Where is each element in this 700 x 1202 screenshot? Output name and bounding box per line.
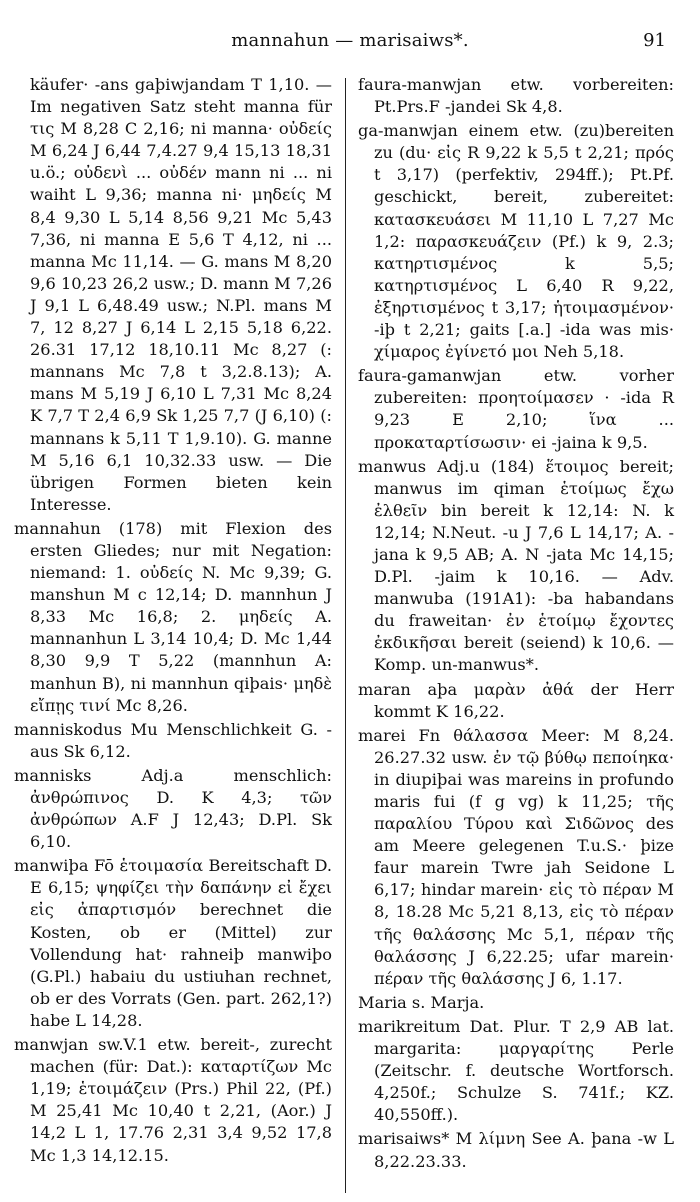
entry-maria: Maria s. Marja. <box>358 992 485 1012</box>
entry-mannahun: mannahun (178) mit Flexion des ersten Gliedes; nur mit Negation: niemand: 1. οὐδείς N. Mc 9,39; G. manshun M c 12,14; D. mannhun J 8,33 Mc 16,8; 2. μηδείς A. mannanhun L 3,14 10,4; D. Mc 1,44 8,30 9,9 T 5,22 (mannhun A: manhun B), ni mannhun qiþais· μηδὲ εἴπῃς τινί Mc 8,26. <box>14 518 332 715</box>
right-column <box>358 74 674 1175</box>
entry-marikreitum: marikreitum Dat. Plur. T 2,9 AB lat. margarita: μαργαρίτης Perle (Zeitschr. f. deutsche Wortforsch. 4,250f.; Schulze S. 741f.; KZ. 40,550ff.). <box>358 1016 674 1125</box>
entry-faura-manwjan: faura-manwjan etw. vorbereiten: Pt.Prs.F -jandei Sk 4,8. <box>358 75 674 117</box>
entry-faura-gamanwjan: faura-gamanwjan etw. vorher zubereiten: προητοίμασεν · -ida R 9,23 E 2,10; ἵνα ... προκαταρτίσωσιν· ei -jaina k 9,5. <box>358 366 674 452</box>
entry-manwiþa: manwiþa Fō ἑτοιμασία Bereitschaft D. E 6,15; ψηφίζει τὴν δαπάνην εἰ ἔχει εἰς ἀπαρτισμόν berechnet die Kosten, ob er (Mittel) zur Vollendung hat· rahneiþ manwiþo (G.Pl.) habaiu du ustiuhan rechnet, ob er des Vorrats (Gen. part. 262,1?) habe L 14,28. <box>14 856 332 1030</box>
entry-marei: marei Fn θάλασσα Meer: M 8,24. 26.27.32 usw. ἐν τῷ βύθῳ πεποίηκα· in diupiþai was mareins in profundo maris fui (f g vg) k 11,25; τῆς παραλίου Τύρου καὶ Σιδῶνος des am Meere gelegenen T.u.S.· þize faur marein Twre jah Seidone L 6,17; hindar marein· εἰς τὸ πέραν M 8, 18.28 Mc 5,21 8,13, εἰς τὸ πέραν τῆς θαλάσσης Mc 5,1, πέραν τῆς θαλάσσης J 6,22.25; ufar marein· πέραν τῆς θαλάσσης J 6, 1.17. <box>358 725 674 988</box>
page-number: 91 <box>643 30 666 51</box>
left-column <box>14 74 332 1169</box>
entry-ga-manwjan: ga-manwjan einem etw. (zu)bereiten zu (du· εἰς R 9,22 k 5,5 t 2,21; πρός t 3,17) (perfektiv, 294ff.); Pt.Pf. geschickt, bereit, zubereitet: κατασκευάσει M 11,10 L 7,27 Mc 1,2: παρασκευάζειν (Pf.) k 9, 2.3; κατηρτισμένος k 5,5; κατηρτισμένος L 6,40 R 9,22, ἐξηρτισμένος t 3,17; ἡτοιμασμένον· -iþ t 2,21; gaits [.a.] -ida was mis· χίμαρος ἐγίνετό μοι Neh 5,18. <box>358 121 674 362</box>
entry-manniskodus: manniskodus Mu Menschlichkeit G. -aus Sk 6,12. <box>14 719 332 761</box>
running-header <box>0 30 700 54</box>
entry-mannus-continued: käufer· -ans gaþiwjandam T 1,10. — Im negativen Satz steht manna für τις M 8,28 C 2,16; ni manna· οὐδείς M 6,24 J 6,44 7,4.27 9,4 15,13 18,31 u.ö.; οὐδενὶ ... οὐδέν mann ni ... ni waiht L 9,36; manna ni· μηδείς M 8,4 9,30 L 5,14 8,56 9,21 Mc 5,43 7,36, ni manna E 5,6 T 4,12, ni ... manna Mc 11,14. — G. mans M 8,20 9,6 10,23 26,2 usw.; D. mann M 7,26 J 9,1 L 6,48.49 usw.; N.Pl. mans M 7, 12 8,27 J 6,14 L 2,15 5,18 6,22. 26.31 17,12 18,10.11 Mc 8,27 (: mannans Mc 7,8 t 3,2.8.13); A. mans M 5,19 J 6,10 L 7,31 Mc 8,24 K 7,7 T 2,4 6,9 Sk 1,25 7,7 (J 6,10) (: mannans k 5,11 T 1,9.10). G. manne M 5,16 6,1 10,32.33 usw. — Die übrigen Formen bieten kein Interesse. <box>30 75 332 514</box>
entry-mannisks: mannisks Adj.a menschlich: ἀνθρώπινος D. K 4,3; τῶν ἀνθρώπων A.F J 12,43; D.Pl. Sk 6,10. <box>14 765 332 852</box>
entry-manwus: manwus Adj.u (184) ἕτοιμος bereit; manwus im qiman ἑτοίμως ἔχω ἐλθεῖν bin bereit k 12,14: N. k 12,14; N.Neut. -u J 7,6 L 14,17; A. -jana k 9,5 AB; A. N -jata Mc 14,15; D.Pl. -jaim k 10,16. — Adv. manwuba (191A1): -ba habandans du fraweitan· ἐν ἑτοίμῳ ἔχοντες ἐκδικῆσαι bereit (seiend) k 10,6. — Komp. un-manwus*. <box>358 456 674 675</box>
running-title: mannahun — marisaiws*. <box>231 30 469 51</box>
entry-maran-atha: maran aþa μαρὰν ἀθά der Herr kommt K 16,22. <box>358 679 674 721</box>
column-divider <box>345 78 346 1193</box>
entry-marisaiws: marisaiws* M λίμνη See A. þana -w L 8,22.23.33. <box>358 1129 674 1171</box>
entry-manwjan: manwjan sw.V.1 etw. bereit-, zurecht machen (für: Dat.): καταρτίζων Mc 1,19; ἑτοιμάζειν (Prs.) Phil 22, (Pf.) M 25,41 Mc 10,40 t 2,21, (Aor.) J 14,2 L 1, 17.76 2,31 3,4 9,52 17,8 Mc 1,3 14,12.15. <box>14 1035 332 1165</box>
